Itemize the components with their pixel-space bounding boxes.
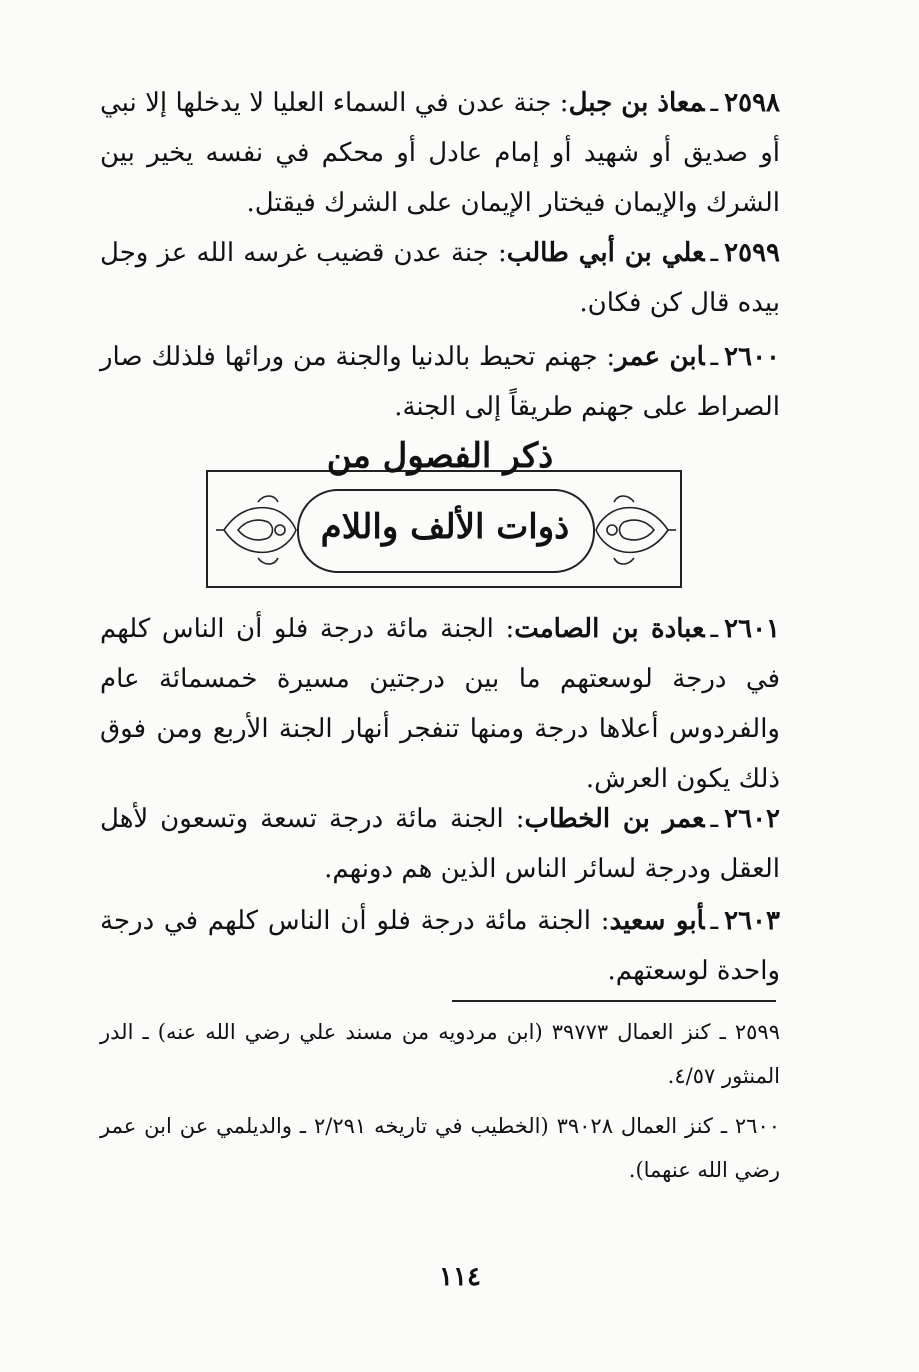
hadith-narrator: معاذ بن جبل [568,88,705,118]
footnote: ٢٦٠٠ ـ كنز العمال ٣٩٠٢٨ (الخطيب في تاريخه ٢/٢٩١ ـ والديلمي عن ابن عمر رضي الله عنهما). [100,1114,781,1182]
hadith-narrator: أبو سعيد [609,906,705,936]
hadith-number: ٢٥٩٨ [724,88,780,118]
hadith-text: الجنة مائة درجة فلو أن الناس كلهم في درجة واحدة لوسعتهم. [100,906,780,986]
hadith-number: ٢٦٠٠ [724,342,780,372]
hadith-text: الجنة مائة درجة فلو أن الناس كلهم في درجة لوسعتهم ما بين درجتين مسيرة خمسمائة عام والفردوس أعلاها درجة ومنها تنفجر أنهار الجنة الأربع ومن فوق ذلك يكون العرش. [100,614,780,794]
hadith-entry: ٢٦٠٠ـابن عمر: جهنم تحيط بالدنيا والجنة من ورائها فلذلك صار الصراط على جهنم طريقاً إلى الجنة. [100,342,780,422]
footnote: ٢٥٩٩ ـ كنز العمال ٣٩٧٧٣ (ابن مردويه من مسند علي رضي الله عنه) ـ الدر المنثور ٤/٥٧. [100,1020,780,1088]
hadith-number: ٢٦٠٣ [724,906,780,936]
hadith-narrator: ابن عمر [615,342,705,372]
hadith-entry: ٢٦٠٣ـأبو سعيد: الجنة مائة درجة فلو أن الناس كلهم في درجة واحدة لوسعتهم. [100,906,780,986]
hadith-narrator: عمر بن الخطاب [524,804,705,834]
section-heading-line1: ذكر الفصول من [326,436,554,476]
hadith-narrator: عبادة بن الصامت [514,614,705,644]
footnote-divider [452,1000,776,1002]
section-heading-line2: ذوات الألف واللام [320,507,570,547]
frame-gap [206,468,336,470]
hadith-entry: ٢٦٠١ـعبادة بن الصامت: الجنة مائة درجة فلو أن الناس كلهم في درجة لوسعتهم ما بين درجتين مسيرة خمسمائة عام والفردوس أعلاها درجة ومنها تنفجر أنهار الجنة الأربع ومن فوق ذلك يكون العرش. [100,614,780,794]
hadith-entry: ٢٥٩٩ـعلي بن أبي طالب: جنة عدن قضيب غرسه الله عز وجل بيده قال كن فكان. [100,238,781,318]
hadith-number: ٢٦٠٢ [724,804,780,834]
hadith-text: جنة عدن قضيب غرسه الله عز وجل بيده قال كن فكان. [100,238,780,318]
hadith-number: ٢٦٠١ [724,614,780,644]
hadith-text: جهنم تحيط بالدنيا والجنة من ورائها فلذلك صار الصراط على جهنم طريقاً إلى الجنة. [100,342,780,422]
hadith-entry: ٢٦٠٢ـعمر بن الخطاب: الجنة مائة درجة تسعة وتسعون لأهل العقل ودرجة لسائر الناس الذين هم دونهم. [100,804,780,884]
hadith-text: جنة عدن في السماء العليا لا يدخلها إلا نبي أو صديق أو شهيد أو إمام عادل أو محكم في نفسه يخير بين الشرك والإيمان فيختار الإيمان على الشرك فيقتل. [100,88,780,218]
hadith-number: ٢٥٩٩ [724,238,781,268]
hadith-entry: ٢٥٩٨ـمعاذ بن جبل: جنة عدن في السماء العليا لا يدخلها إلا نبي أو صديق أو شهيد أو إمام عادل أو محكم في نفسه يخير بين الشرك والإيمان فيختار الإيمان على الشرك فيقتل. [100,88,780,218]
page-number: ١١٤ [439,1262,481,1292]
hadith-text: الجنة مائة درجة تسعة وتسعون لأهل العقل ودرجة لسائر الناس الذين هم دونهم. [100,804,780,884]
hadith-narrator: علي بن أبي طالب [506,238,705,268]
